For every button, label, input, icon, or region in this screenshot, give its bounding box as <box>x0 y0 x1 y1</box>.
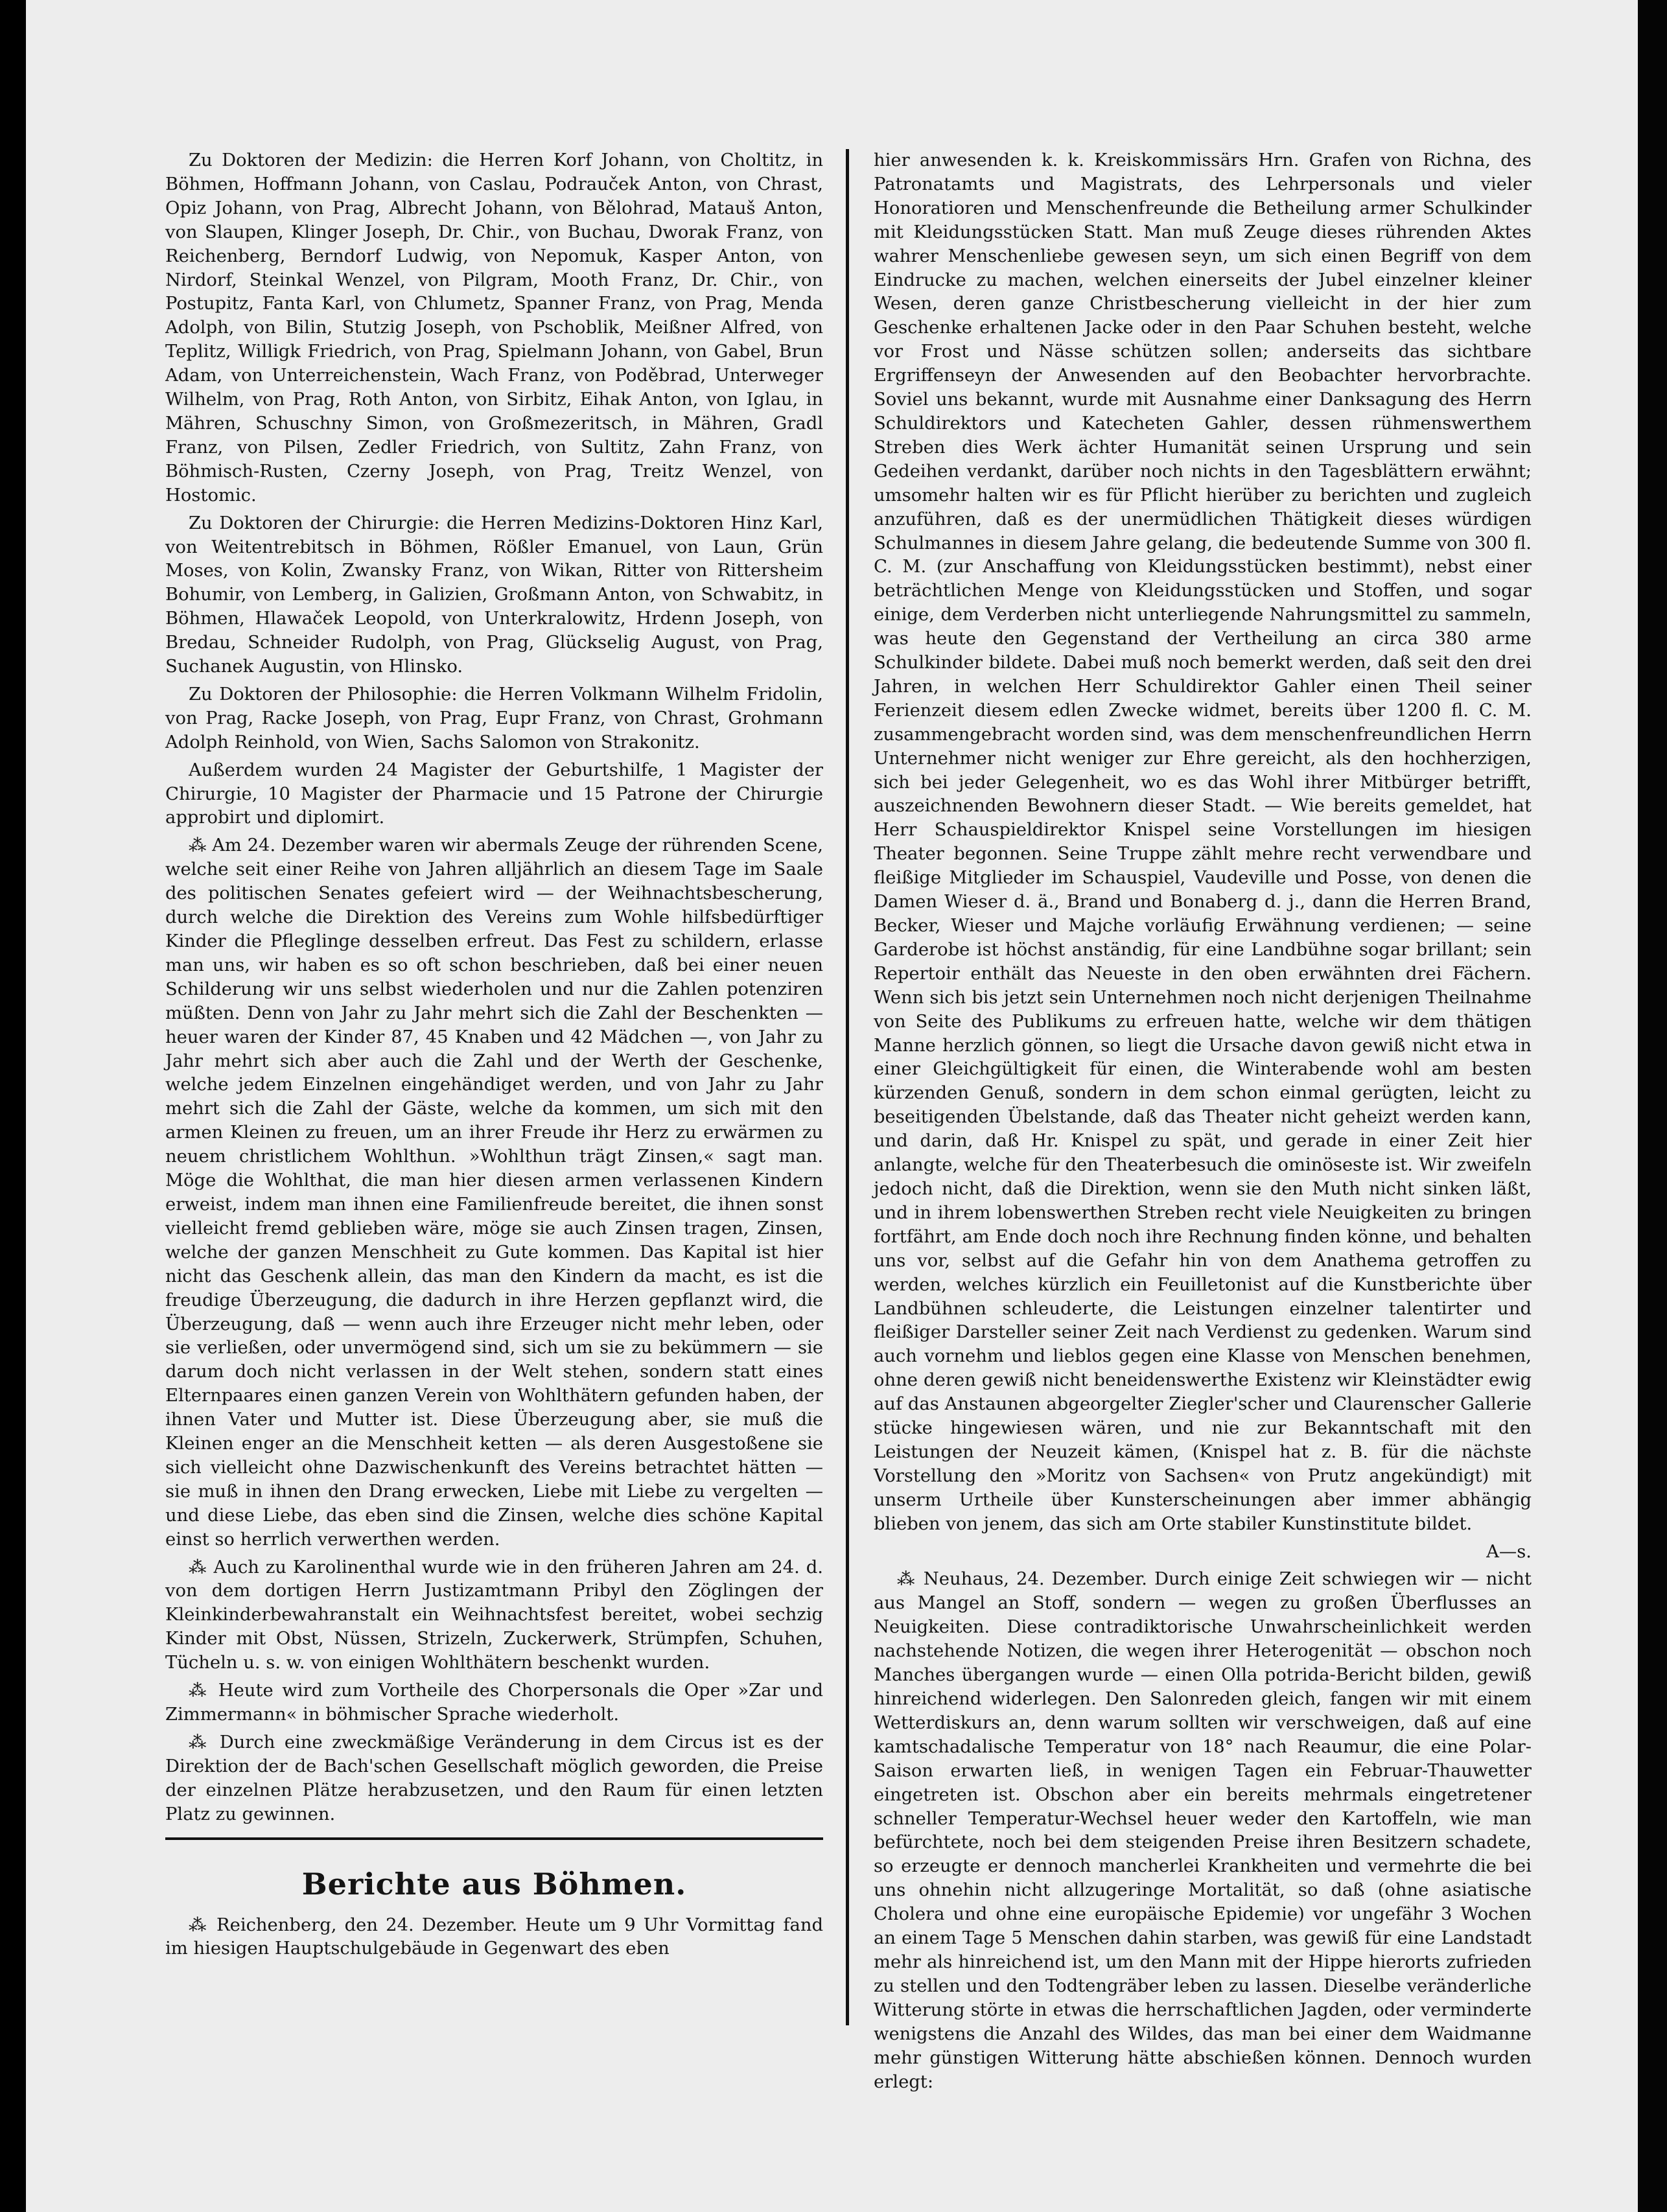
reichenberg-report-continued: hier anwesenden k. k. Kreiskommissärs Hrn. Grafen von Richna, des Patronatamts und Magistrats, des Lehrpersonals und vieler Honoratioren und Menschenfreunde die Betheilung armer Schulkinder mit Kleidungsstücken Statt. Man muß Zeuge dieses rührenden Aktes wahrer Menschenliebe gewesen seyn, um sich einen Begriff von dem Eindrucke zu machen, welchen einerseits der Jubel einzelner kleiner Wesen, deren ganze Christbescherung vielleicht in der hier zum Geschenke erhaltenen Jacke oder in den Paar Schuhen besteht, welche vor Frost und Nässe schützen sollen; anderseits das sichtbare Ergriffenseyn der Anwesenden auf den Beobachter hervorbrachte. Soviel uns bekannt, wurde mit Ausnahme einer Danksagung des Herrn Schuldirektors und Katecheten Gahler, dessen rühmenswerthem Streben dies Werk ächter Humanität seinen Ursprung und sein Gedeihen verdankt, darüber noch nichts in den Tagesblättern erwähnt; umsomehr halten wir es für Pflicht hierüber zu berichten und zugleich anzuführen, daß es der unermüdlichen Thätigkeit dieses würdigen Schulmannes in diesem Jahre gelang, die bedeutende Summe von 300 fl. C. M. (zur Anschaffung von Kleidungsstücken bestimmt), nebst einer beträchtlichen Menge von Kleidungsstücken und Stoffen, und sogar einige, dem Verderben nicht unterliegende Nahrungsmittel zu sammeln, was heute den Gegenstand der Vertheilung an circa 380 arme Schulkinder bildete. Dabei muß noch bemerkt werden, daß seit den drei Jahren, in welchen Herr Schuldirektor Gahler einen Theil seiner Ferienzeit diesem edlen Zwecke widmet, bereits über 1200 fl. C. M. zusammengebracht worden sind, was dem menschenfreundlichen Herrn Unternehmer nicht weniger zur Ehre gereicht, als den hochherzigen, sich bei jeder Gelegenheit, wo es das Wohl ihrer Mitbürger betrifft, auszeichnenden Bewohnern dieser Stadt. — Wie bereits gemeldet, hat Herr Schauspieldirektor Knispel seine Vorstellungen im hiesigen Theater begonnen. Seine Truppe zählt mehre recht verwendbare und fleißige Mitglieder im Schauspiel, Vaudeville und Posse, von denen die Damen Wieser d. ä., Brand und Bonaberg d. j., dann die Herren Brand, Becker, Wieser und Majche vorläufig Erwähnung verdienen; — seine Garderobe ist höchst anständig, für eine Landbühne sogar brillant; sein Repertoir enthält das Neueste in den oben erwähnten drei Fächern. Wenn sich bis jetzt sein Unternehmen noch nicht derjenigen Theilnahme von Seite des Publikums zu erfreuen hatte, welche wir dem thätigen Manne herzlich gönnen, so liegt die Ursache davon gewiß nicht etwa in einer Gleichgültigkeit für einen, die Winterabende wohl am besten kürzenden Genuß, sondern in dem schon einmal gerügten, leicht zu beseitigenden Übelstande, daß das Theater nicht geheizt werden kann, und darin, daß Hr. Knispel zu spät, und gerade in einer Zeit hier anlangte, welche für den Theaterbesuch die ominöseste ist. Wir zweifeln jedoch nicht, daß die Direktion, wenn sie den Muth nicht sinken läßt, und in ihrem lobenswerthen Streben recht viele Neuigkeiten zu bringen fortfährt, am Ende doch noch ihre Rechnung finden könne, und behalten uns vor, selbst auf die Gefahr hin von dem Anathema getroffen zu werden, welches kürzlich ein Feuilletonist auf die Kunstberichte über Landbühnen schleuderte, die Leistungen einzelner talentirter und fleißiger Darsteller seiner Zeit nach Verdienst zu gedenken. Warum sind auch vornehm und lieblos gegen eine Klasse von Menschen benehmen, ohne deren gewiß nicht beneidenswerthe Existenz wir Kleinstädter ewig auf das Anstaunen abgeorgelter Ziegler'scher und Claurenscher Gallerie stücke hingewiesen wären, und nie zur Bekanntschaft mit den Leistungen der Neuzeit kämen, (Knispel hat z. B. für die nächste Vorstellung den »Moritz von Sachsen« von Prutz angekündigt) mit unserm Urtheile über Kunsterscheinungen aber immer abhängig blieben von jenem, das sich am Orte stabiler Kunstinstitute bildet. <box>874 150 1532 1534</box>
magister-paragraph: Außerdem wurden 24 Magister der Geburtshilfe, 1 Magister der Chirurgie, 10 Magister der Pharmacie und 15 Patrone der Chirurgie approbirt und diplomirt. <box>165 760 823 828</box>
karolinenthal-paragraph: ⁂ Auch zu Karolinenthal wurde wie in den früheren Jahren am 24. d. von dem dortigen Herrn Justizamtmann Pribyl den Zöglingen der Kleinkinderbewahranstalt ein Weihnachtsfest bereitet, wobei sechzig Kinder mit Obst, Nüssen, Strizeln, Zuckerwerk, Strümpfen, Schuhen, Tücheln u. s. w. von einigen Wohlthätern beschenkt wurden. <box>165 1557 823 1673</box>
page-body <box>165 149 1576 2092</box>
section-heading: Berichte aus Böhmen. <box>301 1866 687 1902</box>
neuhaus-report: ⁂ Neuhaus, 24. Dezember. Durch einige Zeit schwiegen wir — nicht aus Mangel an Stoff, sondern — wegen zu großen Überflusses an Neuigkeiten. Diese contradiktorische Unwahrscheinlichkeit werden nachstehende Notizen, die wegen ihrer Heterogenität — obschon noch Manches übergangen wurde — einen Olla potrida-Bericht bilden, gewiß hinreichend widerlegen. Den Salonreden gleich, fangen wir mit einem Wetterdiskurs an, denn warum sollten wir verschweigen, daß auf eine kamtschadalische Temperatur von 18° nach Reaumur, die eine Polar-Saison erwarten ließ, in wenigen Tagen ein Februar-Thauwetter eingetreten ist. Obschon aber ein bereits mehrmals eingetretener schneller Temperatur-Wechsel heuer weder den Kartoffeln, wie man befürchtete, noch bei dem steigenden Preise ihren Besitzern schadete, so erzeugte er dennoch mancherlei Krankheiten und vermehrte die bei uns ohnehin nicht allzugeringe Mortalität, so daß (ohne asiatische Cholera und ohne eine europäische Epidemie) vor ungefähr 3 Wochen an einem Tage 5 Menschen dahin starben, was gewiß für eine Landstadt mehr als hinreichend ist, um den Mann mit der Hippe hierorts zufrieden zu stellen und den Todtengräber leben zu lassen. Dieselbe veränderliche Witterung störte in etwas die herrschaftlichen Jagden, oder verminderte wenigstens die Anzahl des Wildes, das man bei einer dem Waidmanne mehr günstigen Witterung hätte abschießen können. Dennoch wurden erlegt: <box>874 1569 1532 2092</box>
right-column <box>874 149 1532 2092</box>
author-signature: A—s. <box>1486 1541 1532 1562</box>
circus-notice-paragraph: ⁂ Durch eine zweckmäßige Veränderung in dem Circus ist es der Direktion der de Bach'schen Gesellschaft möglich geworden, die Preise der einzelnen Plätze herabzusetzen, und den Raum für einen letzten Platz zu gewinnen. <box>165 1732 823 1824</box>
surgery-doctors-paragraph: Zu Doktoren der Chirurgie: die Herren Medizins-Doktoren Hinz Karl, von Weitentrebitsch in Böhmen, Rößler Emanuel, von Laun, Grün Moses, von Kolin, Zwansky Franz, von Wikan, Ritter von Rittersheim Bohumir, von Lemberg, in Galizien, Großmann Anton, von Schwabitz, in Böhmen, Hlawaček Leopold, von Unterkralowitz, Hrdenn Joseph, von Bredau, Schneider Rudolph, von Prag, Glückselig August, von Prag, Suchanek Augustin, von Hlinsko. <box>165 513 823 677</box>
medicine-doctors-paragraph: Zu Doktoren der Medizin: die Herren Korf Johann, von Choltitz, in Böhmen, Hoffmann Johann, von Caslau, Podrauček Anton, von Chrast, Opiz Johann, von Prag, Albrecht Johann, von Bělohrad, Matauš Anton, von Slaupen, Klinger Joseph, Dr. Chir., von Buchau, Dworak Franz, von Reichenberg, Berndorf Ludwig, von Nepomuk, Kasper Anton, von Nirdorf, Steinkal Wenzel, von Pilgram, Mooth Franz, Dr. Chir., von Postupitz, Fanta Karl, von Chlumetz, Spanner Franz, von Prag, Menda Adolph, von Bilin, Stutzig Joseph, von Pschoblik, Meißner Alfred, von Teplitz, Willigk Friedrich, von Prag, Spielmann Johann, von Gabel, Brun Adam, von Unterreichenstein, Wach Franz, von Poděbrad, Unterweger Wilhelm, von Prag, Roth Anton, von Sirbitz, Eihak Anton, von Iglau, in Mähren, Schuschny Simon, von Großmezeritsch, in Mähren, Gradl Franz, von Pilsen, Zedler Friedrich, von Sultitz, Zahn Franz, von Böhmisch-Rusten, Czerny Joseph, von Prag, Treitz Wenzel, von Hostomic. <box>165 150 823 506</box>
reichenberg-report-start: ⁂ Reichenberg, den 24. Dezember. Heute um 9 Uhr Vormittag fand im hiesigen Hauptschulgebäude in Gegenwart des eben <box>165 1915 823 1959</box>
christmas-giving-paragraph: ⁂ Am 24. Dezember waren wir abermals Zeuge der rührenden Scene, welche seit einer Reihe von Jahren alljährlich an diesem Tage im Saale des politischen Senates gefeiert wird — der Weihnachtsbescherung, durch welche die Direktion des Vereins zum Wohle hilfsbedürftiger Kinder die Pfleglinge desselben erfreut. Das Fest zu schildern, erlasse man uns, wir haben es so oft schon beschrieben, daß bei einer neuen Schilderung wir uns selbst wiederholen und nur die Zahlen potenziren müßten. Denn von Jahr zu Jahr mehrt sich die Zahl der Beschenkten — heuer waren der Kinder 87, 45 Knaben und 42 Mädchen —, von Jahr zu Jahr mehrt sich aber auch die Zahl und der Werth der Geschenke, welche jedem Einzelnen eingehändiget werden, und von Jahr zu Jahr mehrt sich die Zahl der Gäste, welche da kommen, um sich mit den armen Kleinen zu freuen, um an ihrer Freude ihr Herz zu erwärmen zu neuem christlichem Wohlthun. »Wohlthun trägt Zinsen,« sagt man. Möge die Wohlthat, die man hier diesen armen verlassenen Kindern erweist, indem man ihnen eine Familienfreude bereitet, die ihnen sonst vielleicht fremd geblieben wäre, möge sie auch Zinsen tragen, Zinsen, welche der ganzen Menschheit zu Gute kommen. Das Kapital ist hier nicht das Geschenk allein, das man den Kindern da macht, es ist die freudige Überzeugung, die dadurch in ihre Herzen gepflanzt wird, die Überzeugung, daß — wenn auch ihre Erzeuger nicht mehr leben, oder sie verließen, oder unvermögend sind, sich um sie zu bekümmern — sie darum doch nicht verlassen in der Welt stehen, sondern statt eines Elternpaares einen ganzen Verein von Wohlthätern gefunden haben, der ihnen Vater und Mutter ist. Diese Überzeugung aber, sie muß die Kleinen enger an die Menschheit ketten — als deren Ausgestoßene sie sich vielleicht ohne Dazwischenkunft des Vereins betrachtet hätten — sie muß in ihnen den Drang erwecken, Liebe mit Liebe zu vergelten — und diese Liebe, das eben sind die Zinsen, welche dies schöne Kapital einst so herrlich verwerthen werden. <box>165 835 823 1550</box>
scan-border-right <box>1638 0 1667 2212</box>
scan-border-left <box>0 0 26 2212</box>
column-divider <box>846 149 849 2025</box>
section-divider <box>165 1837 823 1840</box>
left-column <box>165 149 823 2067</box>
philosophy-doctors-paragraph: Zu Doktoren der Philosophie: die Herren Volkmann Wilhelm Fridolin, von Prag, Racke Joseph, von Prag, Eupr Franz, von Chrast, Grohmann Adolph Reinhold, von Wien, Sachs Salomon von Strakonitz. <box>165 684 823 752</box>
opera-notice-paragraph: ⁂ Heute wird zum Vortheile des Chorpersonals die Oper »Zar und Zimmermann« in böhmischer Sprache wiederholt. <box>165 1681 823 1725</box>
newspaper-page <box>26 0 1638 2212</box>
